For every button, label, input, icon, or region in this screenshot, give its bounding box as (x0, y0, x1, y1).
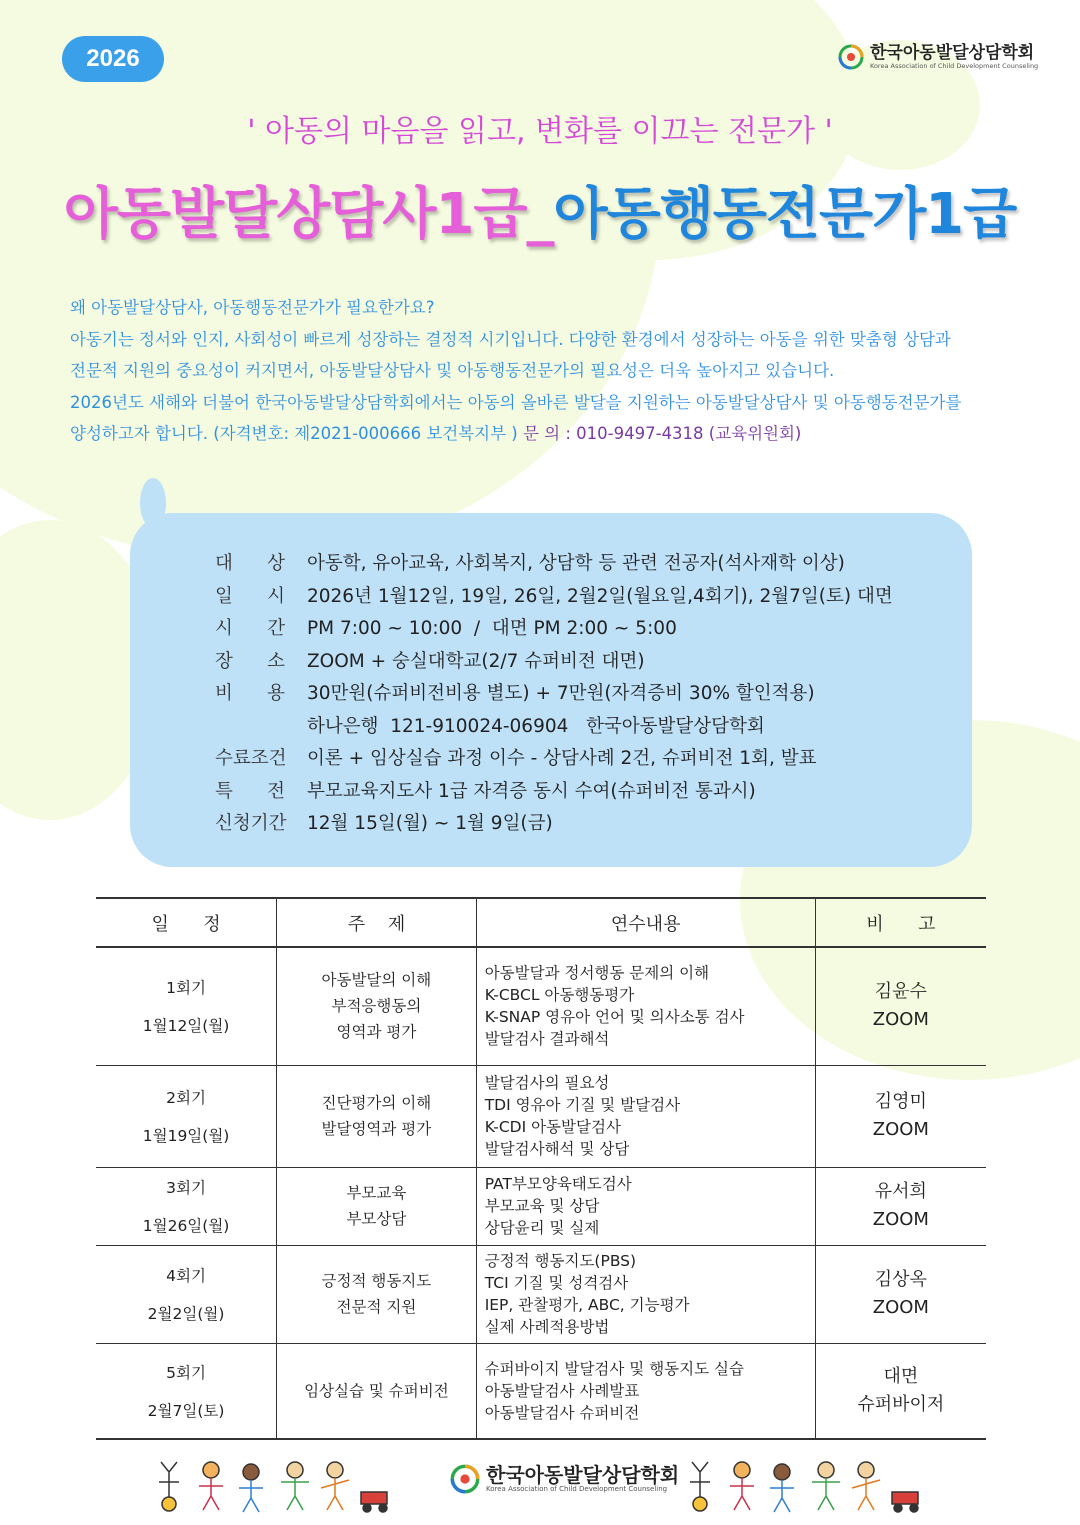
info-label: 간 (267, 618, 285, 640)
class-mode: ZOOM (872, 1119, 929, 1140)
session-number: 3회기 (166, 1179, 206, 1197)
session-number: 1회기 (166, 979, 206, 998)
table-row (96, 1167, 986, 1245)
table-row (96, 1245, 986, 1343)
info-value: 부모교육지도사 1급 자격증 동시 수여(슈퍼비전 통과시) (307, 780, 756, 802)
info-row-dates (215, 579, 975, 612)
column-header: 일 정 (96, 898, 277, 947)
org-name: 한국아동발달상담학회 (486, 1462, 680, 1487)
org-logo-icon (450, 1464, 480, 1494)
content-line: 아동발달과 정서행동 문제의 이해 (484, 964, 710, 983)
topic-line: 부적응행동의 (331, 997, 422, 1016)
org-logo-icon (838, 44, 864, 70)
session-date: 2월7일(토) (147, 1401, 225, 1420)
info-label: 장 (215, 650, 233, 672)
content-line: IEP, 관찰평가, ABC, 기능평가 (484, 1296, 690, 1314)
info-row-apply-period (215, 806, 975, 839)
topic-line: 진단평가의 이해 (321, 1094, 432, 1112)
topic-line: 발달영역과 평가 (321, 1120, 432, 1138)
table-row (96, 1065, 986, 1167)
topic-cell (277, 1167, 477, 1245)
class-mode: ZOOM (872, 1209, 929, 1230)
table-row (96, 947, 986, 1065)
title-part-counselor: 아동발달상담사1급_ (63, 182, 554, 247)
note-cell (815, 1245, 986, 1343)
content-cell (476, 947, 815, 1065)
info-value: 30만원(슈퍼비전비용 별도) + 7만원(자격증비 30% 할인적용) (307, 683, 815, 705)
topic-line: 임상실습 및 슈퍼비전 (304, 1381, 449, 1400)
session-cell (96, 1245, 277, 1343)
content-line: 부모교육 및 상담 (484, 1197, 600, 1215)
page-title (0, 170, 1080, 250)
class-mode: 대면 (883, 1365, 919, 1387)
info-value: 2026년 1월12일, 19일, 26일, 2월2일(월요일,4회기), 2월7일(토) 대면 (307, 585, 893, 607)
info-label: 용 (267, 683, 285, 705)
footer-org-logo (440, 1458, 689, 1500)
info-value: PM 7:00 ~ 10:00 / 대면 PM 2:00 ~ 5:00 (307, 618, 677, 640)
intro-text (70, 292, 1030, 450)
info-label: 수료조건 (215, 748, 287, 770)
content-line: 실제 사례적용방법 (484, 1318, 610, 1336)
info-label: 비 (215, 683, 233, 705)
session-date: 1월12일(월) (142, 1017, 230, 1036)
org-name-en: Korea Association of Child Development Counseling (486, 1484, 668, 1493)
info-row-place (215, 644, 975, 677)
kids-illustration (155, 1458, 395, 1514)
info-row-benefit (215, 774, 975, 807)
topic-cell (277, 1245, 477, 1343)
instructor-name: 김윤수 (874, 981, 927, 1003)
note-cell (815, 1167, 986, 1245)
license-info: 양성하고자 합니다. (자격변호: 제2021-000666 보건복지부 ) (70, 424, 518, 443)
topic-cell (277, 947, 477, 1065)
session-cell (96, 1167, 277, 1245)
content-cell (476, 1167, 815, 1245)
session-cell (96, 947, 277, 1065)
course-info-list (215, 546, 975, 839)
info-row-bank (215, 709, 975, 742)
inquiry-contact: 문 의 : 010-9497-4318 (교육위원회) (523, 424, 802, 443)
content-line: 발달검사 결과해석 (484, 1030, 610, 1049)
info-label: 상 (267, 553, 285, 575)
note-cell (815, 1065, 986, 1167)
class-mode: ZOOM (872, 1297, 929, 1318)
intro-line: 2026년도 새해와 더불어 한국아동발달상담학회에서는 아동의 올바른 발달을 지원하는 아동발달상담사 및 아동행동전문가를 (70, 392, 962, 412)
instructor-name: 슈퍼바이저 (857, 1393, 945, 1415)
info-label: 시 (267, 585, 285, 607)
info-label: 전 (267, 780, 285, 802)
schedule-table (96, 897, 986, 1440)
content-cell (476, 1065, 815, 1167)
topic-line: 전문적 지원 (336, 1298, 417, 1316)
org-name-en: Korea Association of Child Development Counseling (870, 61, 1039, 70)
content-line: 발달검사의 필요성 (484, 1074, 610, 1092)
content-cell (476, 1245, 815, 1343)
topic-cell (277, 1065, 477, 1167)
info-value: 이론 + 임상실습 과정 이수 - 상담사례 2건, 슈퍼비전 1회, 발표 (307, 748, 817, 770)
content-line: K-CBCL 아동행동평가 (484, 986, 635, 1005)
topic-line: 부모교육 (346, 1184, 407, 1202)
content-line: 슈퍼바이지 발달검사 및 행동지도 실습 (484, 1359, 744, 1378)
intro-line: 왜 아동발달상담사, 아동행동전문가가 필요한가요? (70, 298, 435, 317)
content-cell (476, 1343, 815, 1439)
title-part-behavior: 아동행동전문가1급 (553, 182, 1017, 247)
content-line: K-SNAP 영유아 언어 및 의사소통 검사 (484, 1008, 745, 1027)
session-cell (96, 1065, 277, 1167)
info-label: 대 (215, 553, 233, 575)
session-number: 2회기 (166, 1089, 206, 1107)
session-date: 1월26일(월) (142, 1217, 230, 1235)
info-label: 신청기간 (215, 813, 287, 835)
intro-line: 아동기는 정서와 인지, 사회성이 빠르게 성장하는 결정적 시기입니다. 다양한 환경에서 성장하는 아동을 위한 맞춤형 상담과 (70, 329, 951, 349)
session-date: 1월19일(월) (142, 1127, 230, 1145)
info-row-target (215, 546, 975, 579)
instructor-name: 김상옥 (874, 1269, 927, 1290)
info-label: 소 (267, 650, 285, 672)
table-header-row (96, 898, 986, 947)
bank-account: 하나은행 121-910024-06904 한국아동발달상담학회 (307, 715, 765, 737)
instructor-name: 유서희 (874, 1181, 927, 1202)
content-line: 발달검사해석 및 상담 (484, 1140, 630, 1158)
info-value: 아동학, 유아교육, 사회복지, 상담학 등 관련 전공자(석사재학 이상) (307, 553, 845, 575)
intro-line: 전문적 지원의 중요성이 커지면서, 아동발달상담사 및 아동행동전문가의 필요성은 더욱 높아지고 있습니다. (70, 361, 835, 380)
session-date: 2월2일(월) (147, 1305, 225, 1323)
info-value: ZOOM + 숭실대학교(2/7 슈퍼비전 대면) (307, 650, 645, 672)
note-cell (815, 1343, 986, 1439)
org-logo (838, 44, 1038, 70)
content-line: TCI 기질 및 성격검사 (484, 1274, 629, 1292)
org-name: 한국아동발달상담학회 (870, 42, 1035, 63)
topic-line: 영역과 평가 (336, 1023, 417, 1042)
session-cell (96, 1343, 277, 1439)
tagline: ' 아동의 마음을 읽고, 변화를 이끄는 전문가 ' (247, 114, 833, 149)
column-header: 주 제 (277, 898, 477, 947)
content-line: 아동발달검사 사례발표 (484, 1381, 640, 1400)
class-mode: ZOOM (872, 1009, 929, 1031)
topic-line: 아동발달의 이해 (321, 971, 432, 990)
info-label: 특 (215, 780, 233, 802)
year-badge: 2026 (62, 36, 164, 82)
session-number: 4회기 (166, 1267, 206, 1285)
kids-illustration (686, 1458, 926, 1514)
note-cell (815, 947, 986, 1065)
info-label: 일 (215, 585, 233, 607)
column-header: 연수내용 (476, 898, 815, 947)
topic-cell (277, 1343, 477, 1439)
content-line: 상담윤리 및 실제 (484, 1219, 600, 1237)
content-line: TDI 영유아 기질 및 발달검사 (484, 1096, 681, 1114)
instructor-name: 김영미 (874, 1091, 927, 1112)
info-row-fee (215, 676, 975, 709)
topic-line: 긍정적 행동지도 (321, 1272, 432, 1290)
table-row (96, 1343, 986, 1439)
info-value: 12월 15일(월) ~ 1월 9일(금) (307, 813, 553, 835)
info-row-time (215, 611, 975, 644)
column-header: 비 고 (815, 898, 986, 947)
content-line: PAT부모양육태도검사 (484, 1175, 632, 1193)
content-line: K-CDI 아동발달검사 (484, 1118, 621, 1136)
content-line: 긍정적 행동지도(PBS) (484, 1252, 637, 1270)
intro-line (70, 418, 1030, 450)
session-number: 5회기 (166, 1363, 206, 1382)
info-label: 시 (215, 618, 233, 640)
topic-line: 부모상담 (346, 1210, 407, 1228)
content-line: 아동발달검사 슈퍼비전 (484, 1403, 640, 1422)
info-row-completion (215, 741, 975, 774)
